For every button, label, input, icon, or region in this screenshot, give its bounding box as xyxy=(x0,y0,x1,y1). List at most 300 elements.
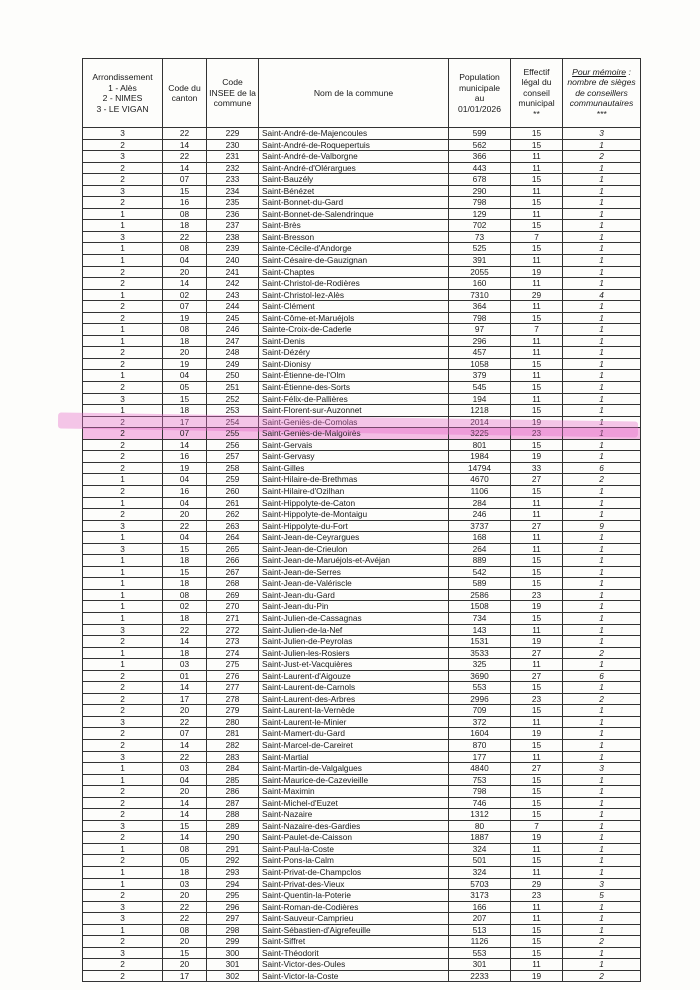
commune-name-cell: Saint-Christol-de-Rodières xyxy=(259,278,449,290)
canton-cell: 15 xyxy=(163,543,207,555)
table-row xyxy=(83,451,641,463)
memo-cell: 2 xyxy=(563,647,641,659)
memo-cell: 1 xyxy=(563,243,641,255)
memo-cell: 1 xyxy=(563,947,641,959)
arrondissement-cell: 2 xyxy=(83,416,163,428)
arrondissement-cell: 2 xyxy=(83,809,163,821)
canton-cell: 14 xyxy=(163,832,207,844)
memo-cell: 1 xyxy=(563,705,641,717)
insee-cell: 263 xyxy=(207,520,259,532)
memo-cell: 1 xyxy=(563,312,641,324)
canton-cell: 22 xyxy=(163,913,207,925)
memo-cell: 1 xyxy=(563,139,641,151)
arrondissement-cell: 3 xyxy=(83,393,163,405)
canton-cell: 17 xyxy=(163,970,207,982)
arrondissement-cell: 2 xyxy=(83,936,163,948)
table-row xyxy=(83,416,641,428)
population-cell: 2055 xyxy=(449,266,511,278)
effectif-cell: 15 xyxy=(511,382,563,394)
insee-cell: 284 xyxy=(207,763,259,775)
memo-cell: 1 xyxy=(563,786,641,798)
effectif-cell: 19 xyxy=(511,451,563,463)
memo-cell: 1 xyxy=(563,578,641,590)
population-cell: 177 xyxy=(449,751,511,763)
arrondissement-cell: 1 xyxy=(83,405,163,417)
commune-name-cell: Saint-Laurent-des-Arbres xyxy=(259,693,449,705)
canton-cell: 08 xyxy=(163,924,207,936)
insee-cell: 235 xyxy=(207,197,259,209)
canton-cell: 03 xyxy=(163,878,207,890)
canton-cell: 14 xyxy=(163,139,207,151)
effectif-cell: 19 xyxy=(511,636,563,648)
arrondissement-cell: 1 xyxy=(83,324,163,336)
effectif-cell: 15 xyxy=(511,312,563,324)
memo-cell: 1 xyxy=(563,624,641,636)
insee-cell: 276 xyxy=(207,670,259,682)
commune-name-cell: Saint-Julien-de-Cassagnas xyxy=(259,612,449,624)
arrondissement-cell: 3 xyxy=(83,624,163,636)
population-cell: 324 xyxy=(449,867,511,879)
table-row xyxy=(83,382,641,394)
canton-cell: 20 xyxy=(163,786,207,798)
canton-cell: 04 xyxy=(163,255,207,267)
memo-cell: 6 xyxy=(563,670,641,682)
arrondissement-cell: 1 xyxy=(83,867,163,879)
effectif-cell: 11 xyxy=(511,185,563,197)
table-row xyxy=(83,970,641,982)
commune-name-cell: Saint-Martin-de-Valgalgues xyxy=(259,763,449,775)
insee-cell: 252 xyxy=(207,393,259,405)
insee-cell: 280 xyxy=(207,716,259,728)
commune-name-cell: Saint-Théodorit xyxy=(259,947,449,959)
canton-cell: 02 xyxy=(163,601,207,613)
commune-name-cell: Saint-Félix-de-Pallières xyxy=(259,393,449,405)
population-cell: 7310 xyxy=(449,289,511,301)
arrondissement-cell: 2 xyxy=(83,174,163,186)
population-cell: 1508 xyxy=(449,601,511,613)
commune-name-cell: Saint-Julien-de-la-Nef xyxy=(259,624,449,636)
arrondissement-cell: 3 xyxy=(83,520,163,532)
population-cell: 2996 xyxy=(449,693,511,705)
memo-cell: 1 xyxy=(563,185,641,197)
arrondissement-cell: 3 xyxy=(83,185,163,197)
arrondissement-cell: 2 xyxy=(83,670,163,682)
population-cell: 589 xyxy=(449,578,511,590)
memo-cell: 1 xyxy=(563,832,641,844)
effectif-cell: 15 xyxy=(511,682,563,694)
memo-cell: 1 xyxy=(563,197,641,209)
table-row xyxy=(83,462,641,474)
memo-cell: 6 xyxy=(563,462,641,474)
memo-cell: 1 xyxy=(563,843,641,855)
arrondissement-cell: 2 xyxy=(83,382,163,394)
memo-cell: 1 xyxy=(563,335,641,347)
memo-cell: 1 xyxy=(563,532,641,544)
arrondissement-cell: 1 xyxy=(83,220,163,232)
table-row xyxy=(83,589,641,601)
table-row xyxy=(83,786,641,798)
memo-cell: 2 xyxy=(563,474,641,486)
table-row xyxy=(83,335,641,347)
commune-name-cell: Saint-Marcel-de-Careiret xyxy=(259,739,449,751)
population-cell: 702 xyxy=(449,220,511,232)
canton-cell: 20 xyxy=(163,509,207,521)
insee-cell: 267 xyxy=(207,566,259,578)
population-cell: 3533 xyxy=(449,647,511,659)
commune-name-cell: Saint-André-d'Olérargues xyxy=(259,162,449,174)
commune-name-cell: Saint-Jean-du-Gard xyxy=(259,589,449,601)
arrondissement-cell: 3 xyxy=(83,751,163,763)
insee-cell: 278 xyxy=(207,693,259,705)
commune-name-cell: Saint-André-de-Majencoules xyxy=(259,128,449,140)
effectif-cell: 15 xyxy=(511,797,563,809)
arrondissement-cell: 1 xyxy=(83,589,163,601)
arrondissement-cell: 2 xyxy=(83,301,163,313)
population-cell: 798 xyxy=(449,786,511,798)
canton-cell: 01 xyxy=(163,670,207,682)
population-cell: 168 xyxy=(449,532,511,544)
population-cell: 2586 xyxy=(449,589,511,601)
insee-cell: 239 xyxy=(207,243,259,255)
table-row xyxy=(83,289,641,301)
arrondissement-cell: 2 xyxy=(83,451,163,463)
memo-cell: 1 xyxy=(563,589,641,601)
commune-name-cell: Saint-Hippolyte-du-Fort xyxy=(259,520,449,532)
arrondissement-cell: 2 xyxy=(83,428,163,440)
arrondissement-cell: 2 xyxy=(83,786,163,798)
effectif-cell: 7 xyxy=(511,820,563,832)
commune-name-cell: Saint-Geniès-de-Comolas xyxy=(259,416,449,428)
effectif-cell: 19 xyxy=(511,416,563,428)
effectif-cell: 15 xyxy=(511,439,563,451)
canton-cell: 15 xyxy=(163,566,207,578)
memo-cell: 1 xyxy=(563,924,641,936)
canton-cell: 14 xyxy=(163,162,207,174)
table-row xyxy=(83,312,641,324)
canton-cell: 18 xyxy=(163,405,207,417)
arrondissement-cell: 3 xyxy=(83,947,163,959)
insee-cell: 265 xyxy=(207,543,259,555)
memo-cell: 1 xyxy=(563,659,641,671)
canton-cell: 22 xyxy=(163,128,207,140)
population-cell: 3690 xyxy=(449,670,511,682)
commune-name-cell: Saint-Nazaire-des-Gardies xyxy=(259,820,449,832)
effectif-cell: 15 xyxy=(511,786,563,798)
insee-cell: 232 xyxy=(207,162,259,174)
table-row xyxy=(83,705,641,717)
population-cell: 264 xyxy=(449,543,511,555)
canton-cell: 20 xyxy=(163,936,207,948)
effectif-cell: 7 xyxy=(511,231,563,243)
arrondissement-cell: 2 xyxy=(83,855,163,867)
arrondissement-cell: 2 xyxy=(83,970,163,982)
effectif-cell: 11 xyxy=(511,162,563,174)
commune-name-cell: Saint-Bénézet xyxy=(259,185,449,197)
effectif-cell: 23 xyxy=(511,589,563,601)
table-row xyxy=(83,174,641,186)
canton-cell: 14 xyxy=(163,739,207,751)
population-cell: 324 xyxy=(449,843,511,855)
table-row xyxy=(83,358,641,370)
table-row xyxy=(83,393,641,405)
table-row xyxy=(83,532,641,544)
commune-name-cell: Saint-Mamert-du-Gard xyxy=(259,728,449,740)
canton-cell: 08 xyxy=(163,243,207,255)
effectif-cell: 27 xyxy=(511,520,563,532)
insee-cell: 240 xyxy=(207,255,259,267)
effectif-cell: 11 xyxy=(511,659,563,671)
arrondissement-cell: 2 xyxy=(83,197,163,209)
population-cell: 80 xyxy=(449,820,511,832)
canton-cell: 15 xyxy=(163,820,207,832)
table-row xyxy=(83,347,641,359)
commune-name-cell: Saint-Côme-et-Maruéjols xyxy=(259,312,449,324)
effectif-cell: 15 xyxy=(511,555,563,567)
insee-cell: 273 xyxy=(207,636,259,648)
effectif-cell: 23 xyxy=(511,693,563,705)
canton-cell: 22 xyxy=(163,751,207,763)
population-cell: 366 xyxy=(449,151,511,163)
memo-cell: 1 xyxy=(563,382,641,394)
canton-cell: 14 xyxy=(163,278,207,290)
arrondissement-cell: 1 xyxy=(83,763,163,775)
canton-cell: 16 xyxy=(163,451,207,463)
table-row xyxy=(83,128,641,140)
insee-cell: 289 xyxy=(207,820,259,832)
memo-cell: 1 xyxy=(563,543,641,555)
memo-header: Pour mémoire : nombre de sièges de conseillers communautaires *** xyxy=(563,59,641,128)
memo-cell: 1 xyxy=(563,809,641,821)
insee-cell: 243 xyxy=(207,289,259,301)
insee-cell: 264 xyxy=(207,532,259,544)
insee-cell: 233 xyxy=(207,174,259,186)
effectif-cell: 11 xyxy=(511,301,563,313)
insee-cell: 302 xyxy=(207,970,259,982)
effectif-cell: 11 xyxy=(511,509,563,521)
commune-name-cell: Saint-André-de-Valborgne xyxy=(259,151,449,163)
insee-cell: 248 xyxy=(207,347,259,359)
canton-cell: 18 xyxy=(163,612,207,624)
memo-cell: 1 xyxy=(563,555,641,567)
commune-name-cell: Saint-Gervais xyxy=(259,439,449,451)
effectif-cell: 11 xyxy=(511,913,563,925)
insee-cell: 301 xyxy=(207,959,259,971)
commune-name-cell: Saint-Jean-du-Pin xyxy=(259,601,449,613)
commune-name-cell: Saint-Geniès-de-Malgoirès xyxy=(259,428,449,440)
insee-cell: 270 xyxy=(207,601,259,613)
effectif-cell: 15 xyxy=(511,139,563,151)
commune-name-cell: Saint-Julien-de-Peyrolas xyxy=(259,636,449,648)
arrondissement-cell: 1 xyxy=(83,843,163,855)
effectif-cell: 7 xyxy=(511,324,563,336)
commune-name-cell: Saint-Étienne-de-l'Olm xyxy=(259,370,449,382)
effectif-cell: 15 xyxy=(511,947,563,959)
commune-name-cell: Saint-Just-et-Vacquières xyxy=(259,659,449,671)
canton-cell: 20 xyxy=(163,347,207,359)
canton-cell: 04 xyxy=(163,370,207,382)
memo-cell: 1 xyxy=(563,728,641,740)
commune-name-cell: Saint-Maurice-de-Cazevieille xyxy=(259,774,449,786)
effectif-cell: 15 xyxy=(511,809,563,821)
population-cell: 678 xyxy=(449,174,511,186)
effectif-cell: 19 xyxy=(511,970,563,982)
commune-name-cell: Saint-Bonnet-du-Gard xyxy=(259,197,449,209)
canton-cell: 07 xyxy=(163,728,207,740)
memo-cell: 2 xyxy=(563,693,641,705)
canton-cell: 07 xyxy=(163,301,207,313)
effectif-cell: 19 xyxy=(511,266,563,278)
population-cell: 4670 xyxy=(449,474,511,486)
population-cell: 364 xyxy=(449,301,511,313)
effectif-cell: 11 xyxy=(511,751,563,763)
commune-name-cell: Saint-Jean-de-Serres xyxy=(259,566,449,578)
commune-name-cell: Saint-Privat-des-Vieux xyxy=(259,878,449,890)
table-row xyxy=(83,947,641,959)
population-cell: 798 xyxy=(449,197,511,209)
commune-name-cell: Saint-Jean-de-Crieulon xyxy=(259,543,449,555)
communes-table xyxy=(82,58,641,982)
canton-cell: 22 xyxy=(163,716,207,728)
memo-cell: 1 xyxy=(563,393,641,405)
arrondissement-cell: 2 xyxy=(83,682,163,694)
arrondissement-cell: 1 xyxy=(83,924,163,936)
memo-cell: 1 xyxy=(563,162,641,174)
canton-cell: 17 xyxy=(163,416,207,428)
memo-cell: 1 xyxy=(563,566,641,578)
commune-name-cell: Saint-Jean-de-Ceyrargues xyxy=(259,532,449,544)
commune-name-cell: Saint-Étienne-des-Sorts xyxy=(259,382,449,394)
insee-cell: 299 xyxy=(207,936,259,948)
commune-name-cell: Saint-Siffret xyxy=(259,936,449,948)
arrondissement-cell: 3 xyxy=(83,716,163,728)
population-header: Population municipale au 01/01/2026 xyxy=(449,59,511,128)
arrondissement-cell: 3 xyxy=(83,901,163,913)
effectif-cell: 11 xyxy=(511,370,563,382)
effectif-cell: 11 xyxy=(511,347,563,359)
memo-cell: 3 xyxy=(563,763,641,775)
population-cell: 525 xyxy=(449,243,511,255)
arrondissement-cell: 1 xyxy=(83,497,163,509)
effectif-cell: 11 xyxy=(511,901,563,913)
memo-cell: 1 xyxy=(563,278,641,290)
commune-name-cell: Saint-Jean-de-Valériscle xyxy=(259,578,449,590)
commune-name-cell: Saint-Paul-la-Coste xyxy=(259,843,449,855)
canton-cell: 08 xyxy=(163,843,207,855)
insee-cell: 295 xyxy=(207,890,259,902)
arrondissement-cell: 2 xyxy=(83,728,163,740)
effectif-cell: 15 xyxy=(511,197,563,209)
effectif-cell: 15 xyxy=(511,936,563,948)
effectif-cell: 29 xyxy=(511,289,563,301)
effectif-cell: 15 xyxy=(511,705,563,717)
canton-cell: 14 xyxy=(163,797,207,809)
table-row xyxy=(83,255,641,267)
insee-cell: 251 xyxy=(207,382,259,394)
canton-cell: 20 xyxy=(163,266,207,278)
commune-name-cell: Saint-Gilles xyxy=(259,462,449,474)
table-row xyxy=(83,739,641,751)
memo-cell: 1 xyxy=(563,428,641,440)
commune-name-cell: Saint-Hippolyte-de-Montaigu xyxy=(259,509,449,521)
memo-cell: 1 xyxy=(563,220,641,232)
insee-cell: 279 xyxy=(207,705,259,717)
table-row xyxy=(83,405,641,417)
table-row xyxy=(83,716,641,728)
canton-cell: 03 xyxy=(163,659,207,671)
insee-cell: 285 xyxy=(207,774,259,786)
arrondissement-cell: 2 xyxy=(83,162,163,174)
effectif-cell: 15 xyxy=(511,128,563,140)
table-row xyxy=(83,474,641,486)
canton-cell: 08 xyxy=(163,324,207,336)
arrondissement-cell: 1 xyxy=(83,774,163,786)
arrondissement-cell: 1 xyxy=(83,255,163,267)
population-cell: 372 xyxy=(449,716,511,728)
arrondissement-cell: 1 xyxy=(83,243,163,255)
table-row xyxy=(83,220,641,232)
population-cell: 301 xyxy=(449,959,511,971)
population-cell: 501 xyxy=(449,855,511,867)
memo-cell: 1 xyxy=(563,612,641,624)
table-row xyxy=(83,243,641,255)
memo-cell: 1 xyxy=(563,751,641,763)
table-row xyxy=(83,543,641,555)
insee-header: Code INSEE de la commune xyxy=(207,59,259,128)
arrondissement-cell: 2 xyxy=(83,959,163,971)
canton-cell: 04 xyxy=(163,497,207,509)
canton-cell: 04 xyxy=(163,532,207,544)
memo-cell: 1 xyxy=(563,682,641,694)
canton-cell: 08 xyxy=(163,208,207,220)
table-row xyxy=(83,843,641,855)
table-row xyxy=(83,913,641,925)
insee-cell: 259 xyxy=(207,474,259,486)
memo-cell: 1 xyxy=(563,231,641,243)
canton-cell: 22 xyxy=(163,901,207,913)
canton-cell: 22 xyxy=(163,624,207,636)
table-row xyxy=(83,139,641,151)
effectif-cell: 15 xyxy=(511,485,563,497)
table-row xyxy=(83,555,641,567)
commune-name-cell: Saint-Brès xyxy=(259,220,449,232)
memo-cell: 1 xyxy=(563,601,641,613)
effectif-cell: 11 xyxy=(511,255,563,267)
population-cell: 3737 xyxy=(449,520,511,532)
insee-cell: 298 xyxy=(207,924,259,936)
table-row xyxy=(83,266,641,278)
arrondissement-cell: 1 xyxy=(83,601,163,613)
population-cell: 1531 xyxy=(449,636,511,648)
table-row xyxy=(83,278,641,290)
canton-cell: 02 xyxy=(163,289,207,301)
table-row xyxy=(83,578,641,590)
memo-cell: 5 xyxy=(563,890,641,902)
memo-cell: 1 xyxy=(563,636,641,648)
commune-name-cell: Saint-Dézéry xyxy=(259,347,449,359)
insee-cell: 250 xyxy=(207,370,259,382)
population-cell: 1312 xyxy=(449,809,511,821)
table-row xyxy=(83,497,641,509)
table-row xyxy=(83,659,641,671)
canton-cell: 15 xyxy=(163,947,207,959)
population-cell: 5703 xyxy=(449,878,511,890)
effectif-cell: 23 xyxy=(511,890,563,902)
table-row xyxy=(83,901,641,913)
insee-cell: 258 xyxy=(207,462,259,474)
commune-name-cell: Saint-Bresson xyxy=(259,231,449,243)
canton-cell: 18 xyxy=(163,220,207,232)
arrondissement-cell: 1 xyxy=(83,335,163,347)
